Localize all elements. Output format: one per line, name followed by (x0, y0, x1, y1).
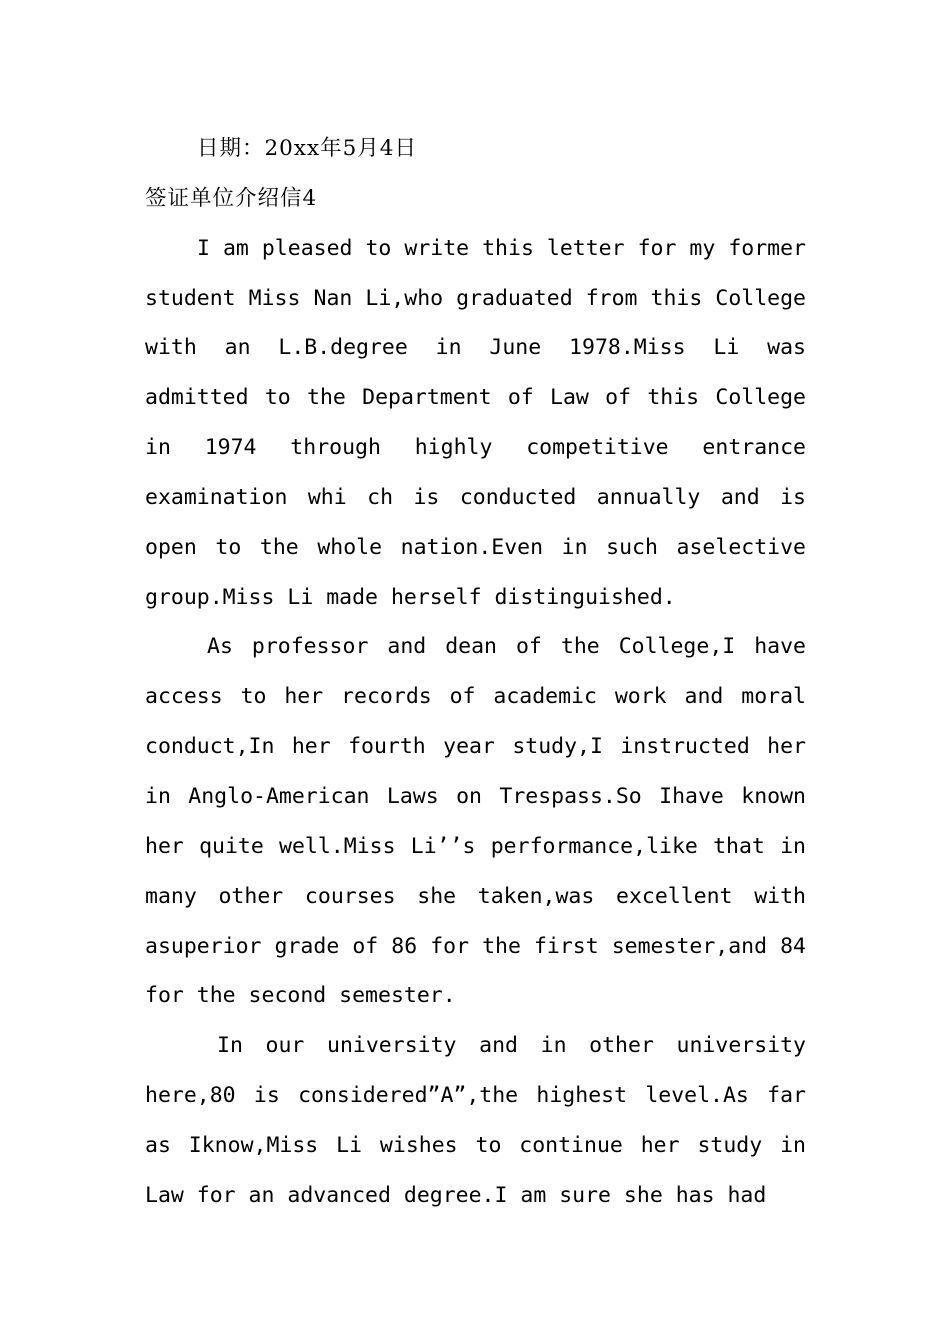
paragraph-1: I am pleased to write this letter for my former student Miss Nan Li,who graduated from this College with an L.B.degree in June 1978.Miss Li was admitted to the Department of Law of this College in 1974 through highly competitive entrance examination whi ch is conducted annually and is open to the whole nation.Even in such aselective group.Miss Li made herself distinguished. (145, 235, 806, 610)
paragraph-2: As professor and dean of the College,I have access to her records of academic work and moral conduct,In her fourth year study,I instructed her in Anglo-American Laws on Trespass.So Ihave known her quite well.Miss Li’’s performance,like that in many other courses she taken,was excellent with asuperior grade of 86 for the first semester,and 84 for the second semester. (145, 634, 806, 1009)
paragraph-3: In our university and in other university here,80 is considered”A”,the highest level.As far as Iknow,Miss Li wishes to continue her study in Law for an advanced degree.I am sure she has had (145, 1033, 806, 1208)
letter-heading: 签证单位介绍信4 (145, 185, 318, 211)
document-body (145, 124, 806, 1221)
date-line: 日期：20xx年5月4日 (197, 136, 417, 161)
